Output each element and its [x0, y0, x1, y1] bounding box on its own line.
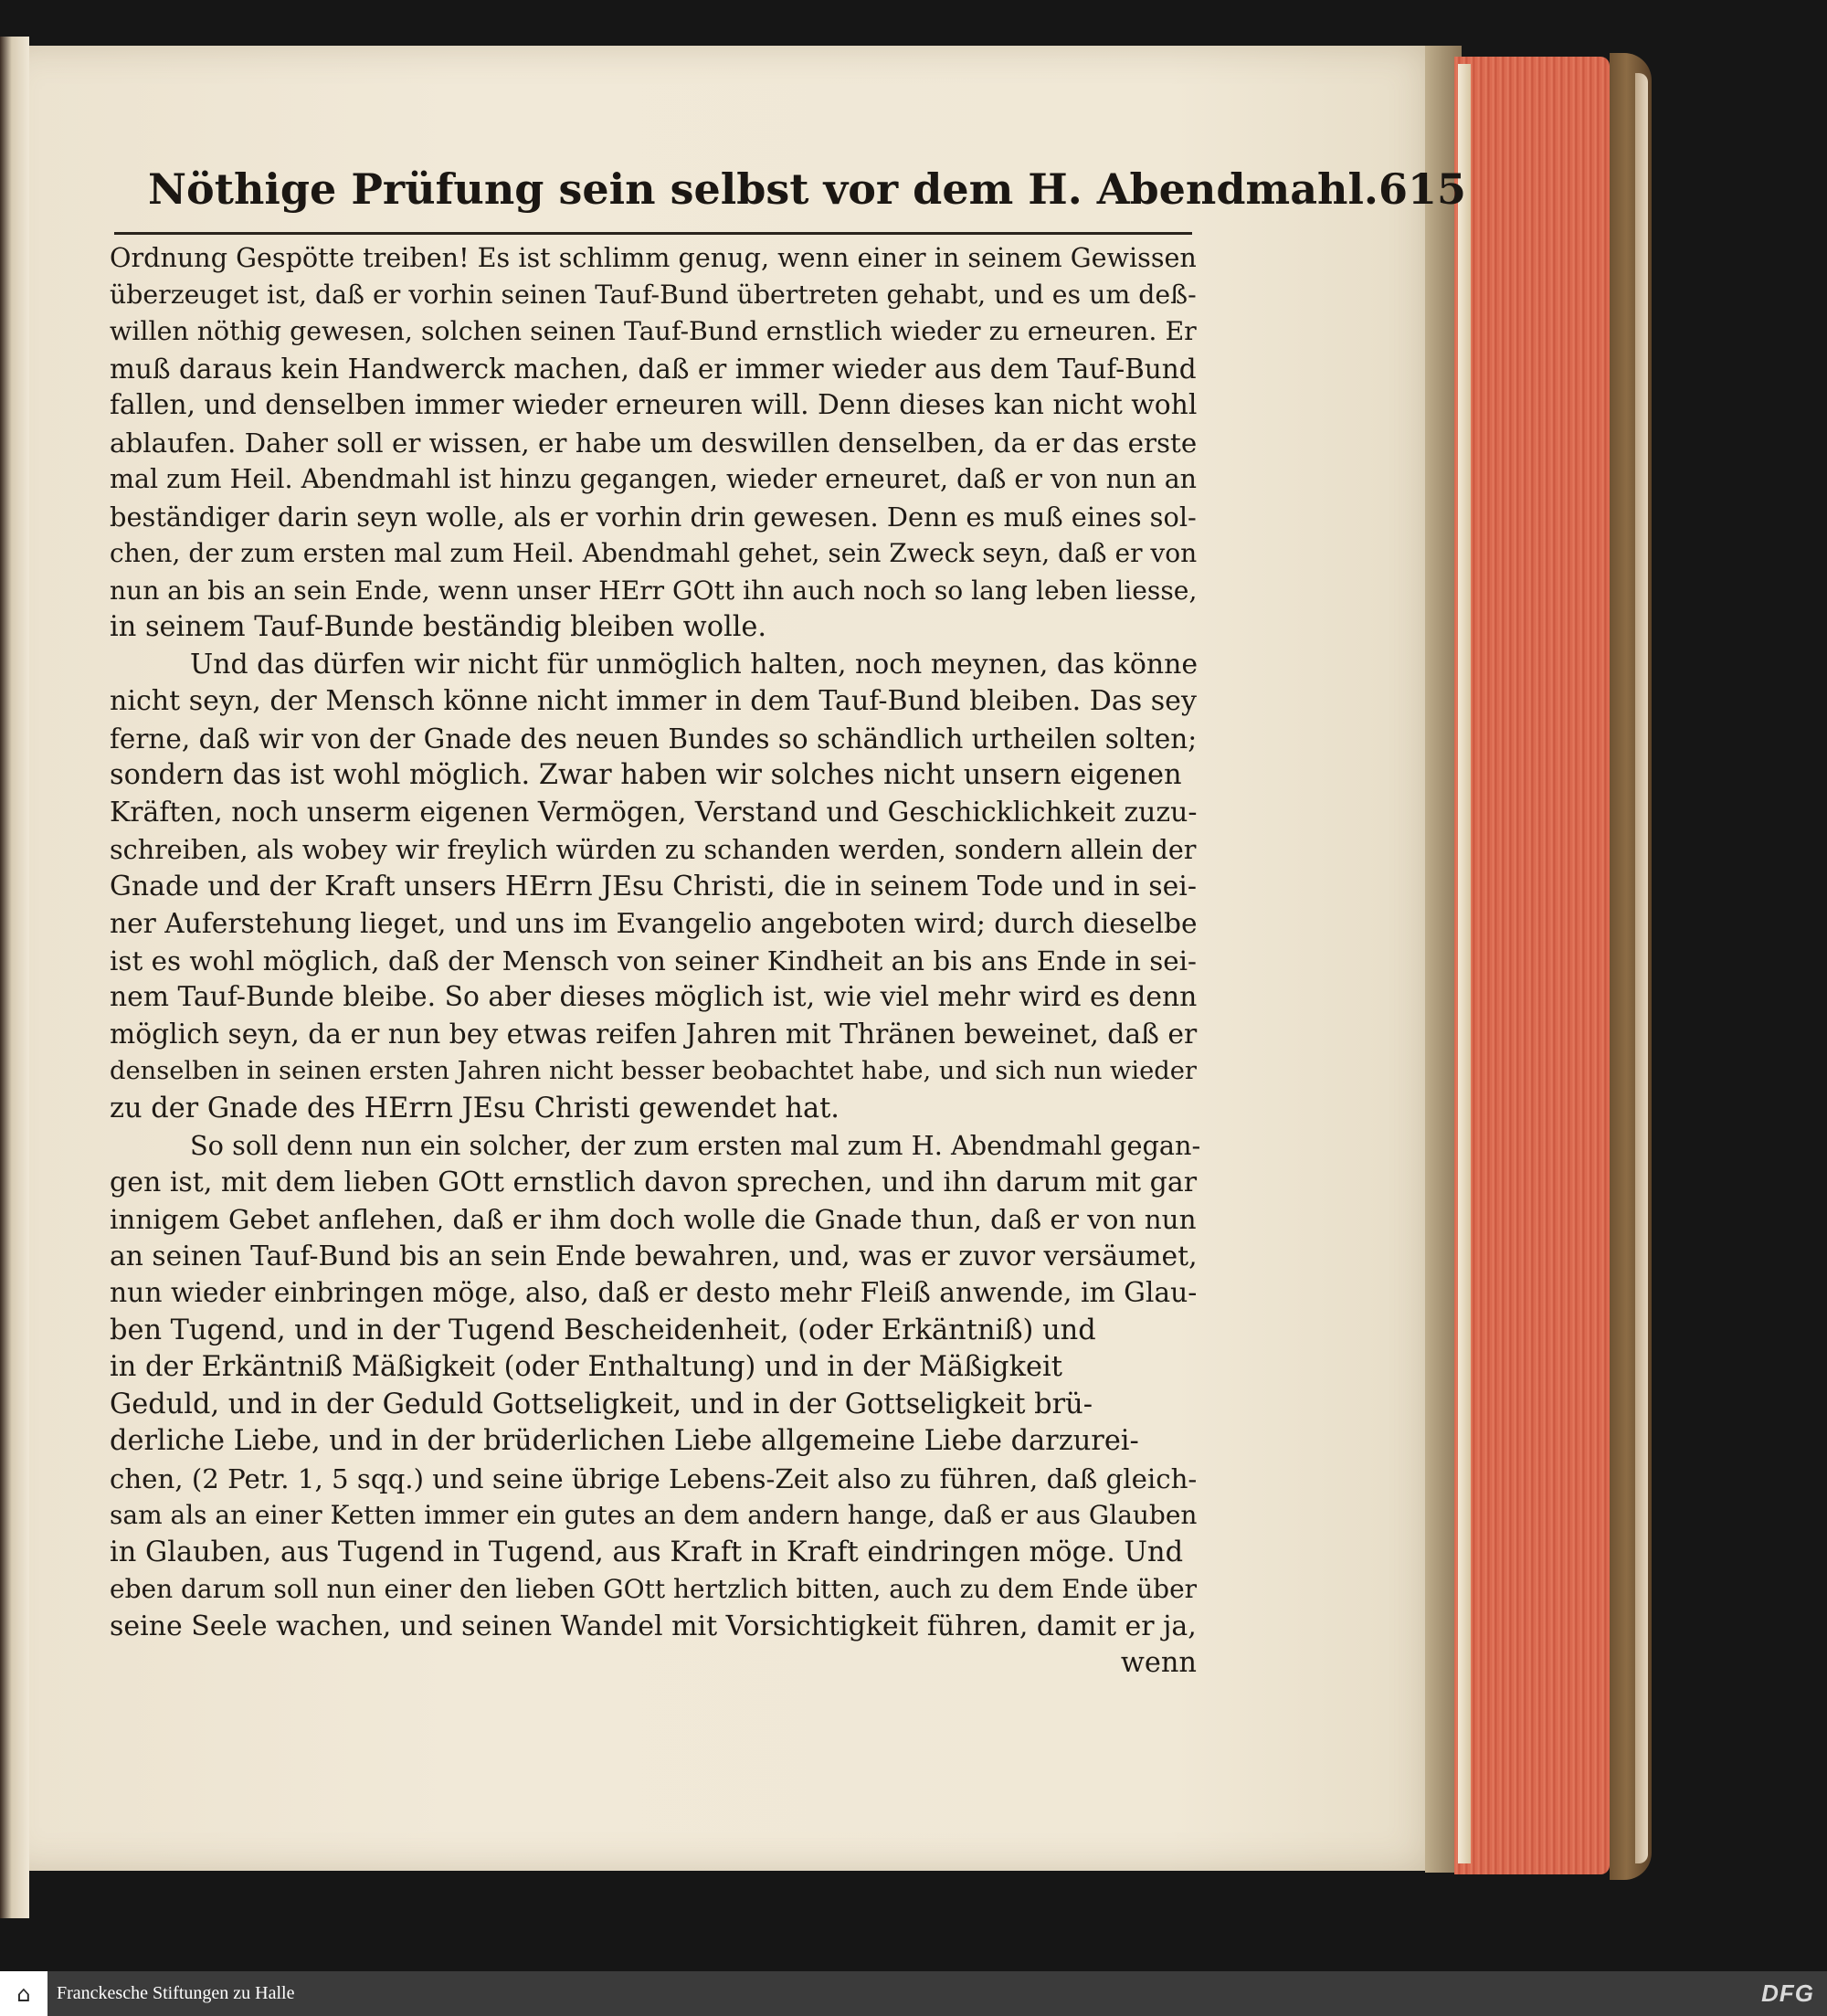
building-icon: ⌂ [16, 1980, 31, 2007]
cover-edge [1635, 73, 1648, 1863]
text-line: derliche Liebe, und in der brüderlichen Liebe allgemeine Liebe darzurei- [110, 1425, 1139, 1457]
text-line: eben darum soll nun einer den lieben GOtt hertzlich bitten, auch zu dem Ende über [110, 1574, 1198, 1604]
page-header [148, 164, 1466, 228]
text-line: chen, (2 Petr. 1, 5 sqq.) und seine übrige Lebens-Zeit also zu führen, daß gleich- [110, 1462, 1198, 1494]
page-stack-edge [1458, 64, 1471, 1863]
body-text [110, 239, 1201, 1683]
text-line: beständiger darin seyn wolle, als er vorhin drin gewesen. Denn es muß eines sol- [110, 501, 1197, 533]
text-line: muß daraus kein Handwerck machen, daß er immer wieder aus dem Tauf-Bund [110, 353, 1197, 385]
text-line: innigem Gebet anflehen, daß er ihm doch wolle die Gnade thun, daß er von nun [110, 1204, 1197, 1235]
text-line: willen nöthig gewesen, solchen seinen Tauf-Bund ernstlich wieder zu erneuren. Er [110, 316, 1197, 346]
text-line: So soll denn nun ein solcher, der zum ersten mal zum H. Abendmahl gegan- [190, 1130, 1201, 1161]
text-line: ist es wohl möglich, daß der Mensch von seiner Kindheit an bis ans Ende in sei- [110, 945, 1197, 976]
text-line: an seinen Tauf-Bund bis an sein Ende bewahren, und, was er zuvor versäumet, [110, 1240, 1198, 1272]
text-line: Gnade und der Kraft unsers HErrn JEsu Christi, die in seinem Tode und in sei- [110, 870, 1197, 902]
text-line: sondern das ist wohl möglich. Zwar haben wir solches nicht unsern eigenen [110, 759, 1182, 791]
facing-page-edge [0, 37, 29, 1918]
viewer-footer [0, 1971, 1827, 2016]
running-head: Nöthige Prüfung sein selbst vor dem H. Abendmahl. [148, 164, 1378, 214]
text-line: denselben in seinen ersten Jahren nicht besser beobachtet habe, und sich nun wieder [110, 1057, 1197, 1085]
text-line: ben Tugend, und in der Tugend Bescheidenheit, (oder Erkäntniß) und [110, 1314, 1096, 1346]
text-line: nun wieder einbringen möge, also, daß er desto mehr Fleiß anwende, im Glau- [110, 1277, 1198, 1309]
text-line: in Glauben, aus Tugend in Tugend, aus Kraft in Kraft eindringen möge. Und [110, 1536, 1184, 1568]
institution-name[interactable]: Franckesche Stiftungen zu Halle [57, 1983, 295, 2003]
text-line: ablaufen. Daher soll er wissen, er habe um deswillen denselben, da er das erste [110, 427, 1198, 459]
text-line: ferne, daß wir von der Gnade des neuen Bundes so schändlich urtheilen solten; [110, 723, 1198, 755]
text-line: ner Auferstehung lieget, und uns im Evangelio angeboten wird; durch dieselbe [110, 907, 1198, 939]
text-line: nicht seyn, der Mensch könne nicht immer in dem Tauf-Bund bleiben. Das sey [110, 685, 1197, 717]
text-line: zu der Gnade des HErrn JEsu Christi gewendet hat. [110, 1092, 840, 1124]
text-line: fallen, und denselben immer wieder erneuren will. Denn dieses kan nicht wohl [110, 389, 1198, 421]
text-line: seine Seele wachen, und seinen Wandel mit Vorsichtigkeit führen, damit er ja, [110, 1610, 1197, 1642]
text-line: schreiben, als wobey wir freylich würden zu schanden werden, sondern allein der [110, 834, 1197, 865]
text-line: nun an bis an sein Ende, wenn unser HErr GOtt ihn auch noch so lang leben liesse, [110, 575, 1198, 606]
text-line: Und das dürfen wir nicht für unmöglich halten, noch meynen, das könne [190, 648, 1199, 681]
text-line: chen, der zum ersten mal zum Heil. Abendmahl gehet, sein Zweck seyn, daß er von [110, 538, 1198, 568]
text-line: in seinem Tauf-Bunde beständig bleiben wolle. [110, 611, 767, 643]
header-rule [114, 232, 1192, 235]
catchword: wenn [1120, 1647, 1197, 1679]
institution-logo[interactable] [0, 1971, 48, 2016]
text-line: Ordnung Gespötte treiben! Es ist schlimm genug, wenn einer in seinem Gewissen [110, 242, 1197, 273]
text-line: sam als an einer Ketten immer ein gutes an dem andern hange, daß er aus Glauben [110, 1500, 1198, 1530]
text-line: mal zum Heil. Abendmahl ist hinzu gegangen, wieder erneuret, daß er von nun an [110, 464, 1198, 494]
text-line: Geduld, und in der Geduld Gottseligkeit, und in der Gottseligkeit brü- [110, 1388, 1093, 1420]
text-line: gen ist, mit dem lieben GOtt ernstlich davon sprechen, und ihn darum mit gar [110, 1166, 1198, 1198]
text-line: nem Tauf-Bunde bleibe. So aber dieses möglich ist, wie viel mehr wird es denn [110, 981, 1198, 1013]
text-line: überzeuget ist, daß er vorhin seinen Tauf-Bund übertreten gehabt, und es um deß- [110, 279, 1197, 310]
text-line: Kräften, noch unserm eigenen Vermögen, Verstand und Geschicklichkeit zuzu- [110, 796, 1198, 829]
red-page-edges [1454, 57, 1610, 1874]
text-line: möglich seyn, da er nun bey etwas reifen Jahren mit Thränen beweinet, daß er [110, 1018, 1198, 1050]
text-line: in der Erkäntniß Mäßigkeit (oder Enthaltung) und in der Mäßigkeit [110, 1351, 1062, 1383]
dfg-logo[interactable]: DFG [1761, 1979, 1814, 2007]
page-number: 615 [1378, 164, 1466, 214]
